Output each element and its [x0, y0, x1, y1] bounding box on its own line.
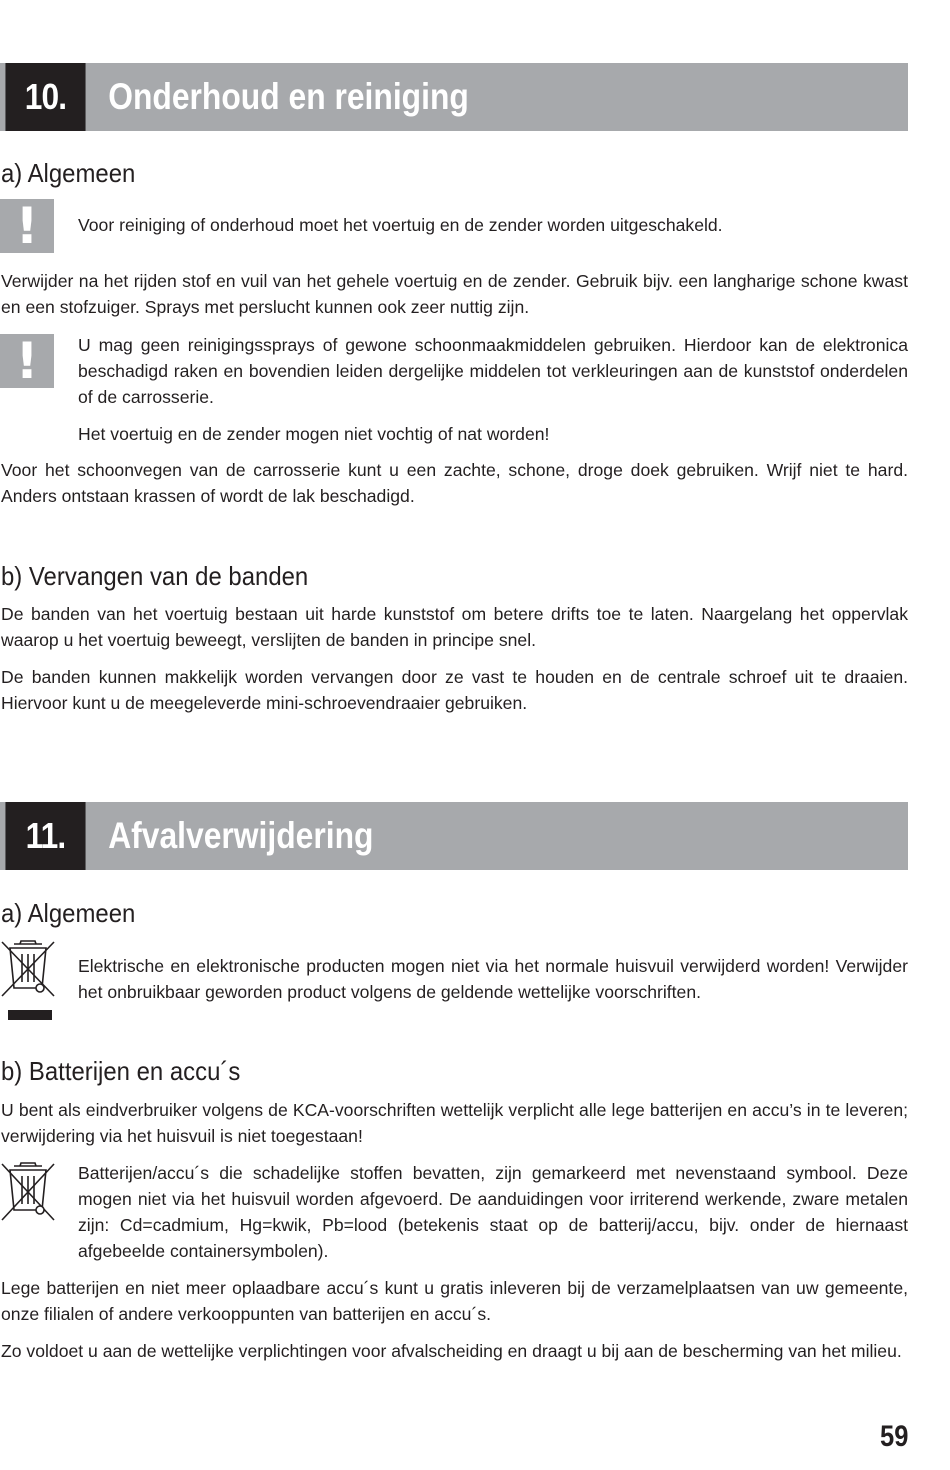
paragraph-11b-3: Lege batterijen en niet meer oplaadbare accu´s kunt u gratis inleveren bij de verzamelplaatsen van uw gemeente, onze filialen of andere verkooppunten van batterijen en accu´s. — [1, 1278, 908, 1324]
chapter-10-header — [0, 63, 908, 131]
paragraph-11b-2: Batterijen/accu´s die schadelijke stoffen bevatten, zijn gemarkeerd met nevenstaand symbool. Deze mogen niet via het huisvuil worden afgevoerd. De aanduidingen voor irriterend werkende, zware metalen zijn: Cd=cadmium, Hg=kwik, Pb=lood (betekenis staat op de batterij/accu, bijv. onder de hiernaast afgebeelde containersymbolen). — [78, 1163, 908, 1261]
section-11b-heading: b) Batterijen en accu´s — [1, 1056, 241, 1086]
paragraph-10a-2: Voor het schoonvegen van de carrosserie kunt u een zachte, schone, droge doek gebruiken. Wrijf niet te hard. Anders ontstaan krassen of wordt de lak beschadigd. — [1, 460, 908, 506]
paragraph-11b-4: Zo voldoet u aan de wettelijke verplichtingen voor afvalscheiding en draagt u bij aan de bescherming van het milieu. — [1, 1341, 902, 1361]
page-number: 59 — [879, 1420, 908, 1453]
chapter-11-title: Afvalverwijdering — [108, 815, 374, 856]
crossed-out-bin-icon — [0, 940, 56, 1024]
crossed-out-bin-icon — [0, 1162, 56, 1224]
chapter-10-number: 10. — [5, 63, 85, 131]
warning-icon — [0, 334, 54, 388]
section-11a-heading: a) Algemeen — [1, 898, 136, 928]
paragraph-11b-1: U bent als eindverbruiker volgens de KCA-voorschriften wettelijk verplicht alle lege batterijen en accu’s in te leveren; verwijdering via het huisvuil is niet toegestaan! — [1, 1100, 908, 1146]
warning-text-1: Voor reiniging of onderhoud moet het voertuig en de zender worden uitgeschakeld. — [78, 215, 723, 235]
exclamation-icon: ! — [15, 197, 39, 255]
section-10a-heading: a) Algemeen — [1, 158, 136, 188]
chapter-11-number: 11. — [5, 802, 85, 870]
chapter-11-header — [0, 802, 908, 870]
paragraph-10a-1: Verwijder na het rijden stof en vuil van het gehele voertuig en de zender. Gebruik bijv. een langharige schone kwast en een stofzuiger. Sprays met perslucht kunnen ook zeer nuttig zijn. — [1, 271, 908, 317]
paragraph-10b-1: De banden van het voertuig bestaan uit harde kunststof om betere drifts toe te laten. Naargelang het oppervlak waarop u het voertuig beweegt, verslijten de banden in principe snel. — [1, 604, 908, 650]
section-10b-heading: b) Vervangen van de banden — [1, 561, 309, 591]
chapter-10-title: Onderhoud en reiniging — [108, 76, 469, 117]
warning-text-2: U mag geen reinigingssprays of gewone schoonmaakmiddelen gebruiken. Hierdoor kan de elektronica beschadigd raken en bovendien leiden dergelijke middelen tot verkleuringen aan de kunststof onderdelen of de carrosserie. — [78, 335, 908, 407]
warning-text-3: Het voertuig en de zender mogen niet vochtig of nat worden! — [78, 424, 550, 444]
paragraph-11a-1: Elektrische en elektronische producten mogen niet via het normale huisvuil verwijderd worden! Verwijder het onbruikbaar geworden product volgens de geldende wettelijke voorschriften. — [78, 956, 908, 1002]
warning-icon — [0, 199, 54, 253]
exclamation-icon: ! — [15, 332, 39, 390]
paragraph-10b-2: De banden kunnen makkelijk worden vervangen door ze vast te houden en de centrale schroef uit te draaien. Hiervoor kunt u de meegeleverde mini-schroevendraaier gebruiken. — [1, 667, 908, 713]
